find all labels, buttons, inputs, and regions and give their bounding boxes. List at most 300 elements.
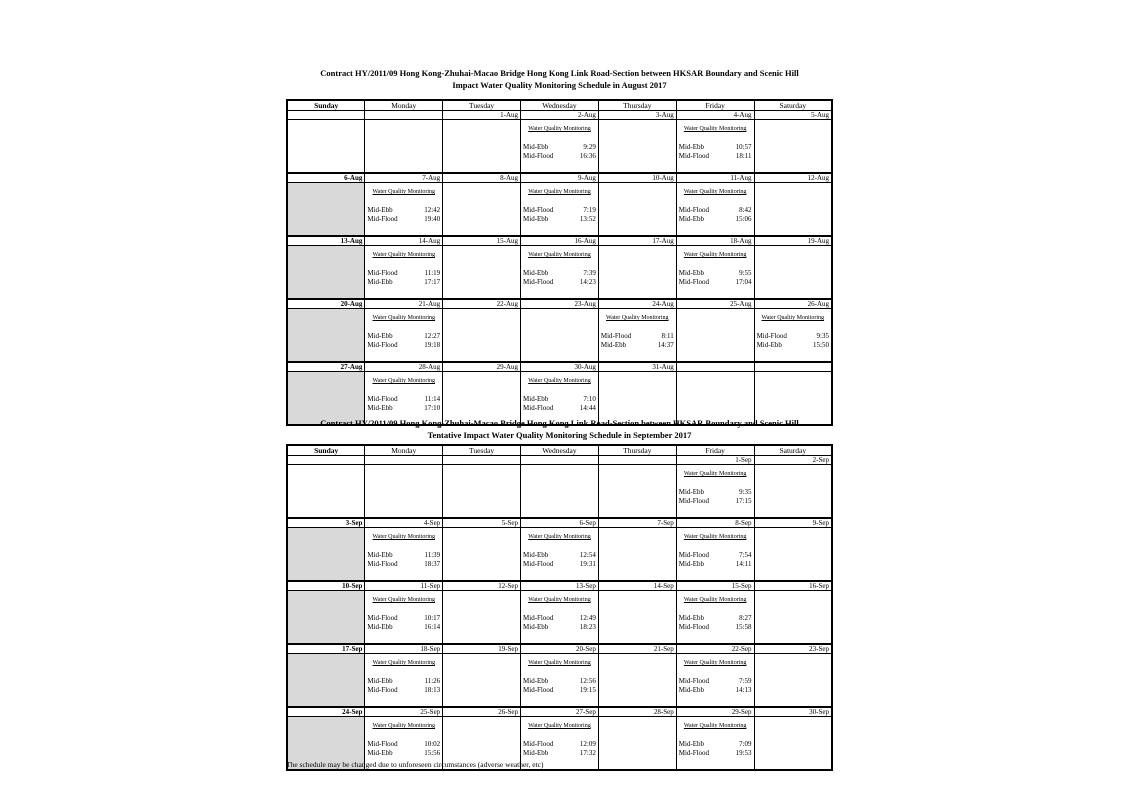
day-cell (287, 465, 365, 519)
tide-time: 9:35 (739, 488, 752, 496)
date-cell: 24-Sep (287, 707, 365, 717)
tide-label: Mid-Flood (367, 614, 398, 622)
tide-time: 14:13 (735, 685, 752, 694)
monitoring-title: Water Quality Monitoring (528, 126, 591, 132)
tide-label: Mid-Ebb (367, 748, 393, 757)
monitoring-title: Water Quality Monitoring (528, 723, 591, 729)
tide-time: 10:02 (424, 740, 441, 748)
day-header-wednesday: Wednesday (521, 100, 599, 111)
schedule-title-line2: Impact Water Quality Monitoring Schedule in August 2017 (452, 80, 667, 90)
tide-entries (365, 614, 442, 631)
tide-label: Mid-Ebb (367, 677, 393, 685)
footer-note: The schedule may be changed due to unforeseen circumstances (adverse weather, etc) (286, 760, 544, 769)
date-cell (287, 456, 365, 465)
date-cell: 28-Aug (365, 362, 443, 372)
tide-entry (365, 395, 442, 404)
tide-entry (677, 740, 754, 749)
date-cell: 14-Aug (365, 236, 443, 246)
tide-label: Mid-Flood (678, 206, 710, 214)
tide-time: 12:49 (579, 614, 596, 622)
day-cell (598, 120, 676, 174)
date-cell: 3-Aug (598, 111, 676, 120)
tide-time: 11:26 (424, 677, 441, 685)
day-cell (521, 465, 599, 519)
tide-entry (365, 740, 442, 749)
tide-entry (599, 332, 676, 341)
day-cell (676, 309, 754, 363)
tide-time: 9:55 (739, 269, 752, 277)
day-cell (598, 717, 676, 771)
tide-label: Mid-Flood (600, 332, 632, 340)
tide-time: 10:17 (424, 614, 441, 622)
date-cell: 20-Aug (287, 299, 365, 309)
monitoring-title: Water Quality Monitoring (372, 189, 436, 195)
tide-entry (365, 560, 442, 569)
tide-entry (521, 623, 598, 632)
date-cell: 24-Aug (598, 299, 676, 309)
tide-label: Mid-Flood (523, 614, 554, 622)
tide-label: Mid-Ebb (367, 277, 393, 286)
date-cell: 16-Sep (754, 581, 832, 591)
day-header-saturday: Saturday (754, 100, 832, 111)
week-content-row (287, 528, 832, 582)
tide-entries (755, 332, 831, 349)
tide-label: Mid-Ebb (523, 269, 549, 277)
tide-label: Mid-Ebb (523, 551, 549, 559)
date-cell: 11-Aug (676, 173, 754, 183)
day-cell (443, 120, 521, 174)
date-cell: 11-Sep (365, 581, 443, 591)
tide-entry (365, 677, 442, 686)
monitoring-title: Water Quality Monitoring (683, 252, 747, 258)
tide-label: Mid-Flood (367, 269, 398, 277)
tide-time: 15:50 (813, 340, 829, 349)
tide-entries (521, 551, 598, 568)
date-cell: 6-Sep (521, 518, 599, 528)
tide-time: 17:32 (579, 748, 596, 757)
date-cell: 10-Sep (287, 581, 365, 591)
tide-label: Mid-Ebb (678, 685, 704, 694)
date-cell (521, 456, 599, 465)
tide-label: Mid-Ebb (523, 143, 549, 151)
monitoring-title: Water Quality Monitoring (683, 660, 747, 666)
day-cell (287, 528, 365, 582)
day-cell (676, 528, 754, 582)
day-header-friday: Friday (676, 100, 754, 111)
date-cell: 26-Aug (754, 299, 832, 309)
tide-label: Mid-Flood (678, 551, 710, 559)
schedule-title-line1: Contract HY/2011/09 Hong Kong-Zhuhai-Macao Bridge Hong Kong Link Road-Section between HKSAR Boundary and Scenic Hill (320, 68, 799, 78)
date-cell: 1-Sep (676, 456, 754, 465)
day-cell (676, 717, 754, 771)
tide-time: 18:11 (735, 151, 752, 160)
tide-time: 17:10 (424, 403, 441, 412)
tide-entries (677, 206, 754, 223)
tide-entries (677, 143, 754, 160)
tide-time: 16:36 (579, 151, 596, 160)
date-row (287, 581, 832, 591)
tide-time: 12:27 (424, 332, 441, 340)
tide-entry (677, 677, 754, 686)
day-cell (754, 528, 832, 582)
day-cell (676, 591, 754, 645)
tide-entry (755, 341, 831, 350)
day-cell (365, 654, 443, 708)
day-cell (443, 591, 521, 645)
tide-entry (365, 551, 442, 560)
tide-entry (677, 152, 754, 161)
calendar-header (287, 445, 832, 456)
day-cell (598, 465, 676, 519)
date-cell: 25-Aug (676, 299, 754, 309)
tide-label: Mid-Ebb (678, 614, 704, 622)
day-header-sunday: Sunday (287, 445, 365, 456)
schedule-title-1 (286, 417, 833, 441)
tide-entries (677, 614, 754, 631)
tide-label: Mid-Flood (367, 395, 398, 403)
monitoring-title: Water Quality Monitoring (683, 723, 747, 729)
date-cell: 15-Sep (676, 581, 754, 591)
tide-entry (677, 749, 754, 758)
tide-time: 18:13 (424, 685, 441, 694)
week-content-row (287, 465, 832, 519)
day-header-monday: Monday (365, 100, 443, 111)
day-header-monday: Monday (365, 445, 443, 456)
tide-entry (521, 395, 598, 404)
tide-time: 7:09 (739, 740, 752, 748)
tide-entries (599, 332, 676, 349)
monitoring-title: Water Quality Monitoring (606, 315, 669, 321)
tide-label: Mid-Ebb (678, 559, 704, 568)
tide-time: 9:35 (816, 332, 829, 340)
tide-entries (677, 677, 754, 694)
tide-time: 15:58 (735, 622, 752, 631)
day-cell (443, 528, 521, 582)
tide-label: Mid-Flood (367, 559, 398, 568)
day-cell (521, 654, 599, 708)
tide-time: 7:54 (739, 551, 752, 559)
week-content-row (287, 246, 832, 300)
date-cell: 17-Aug (598, 236, 676, 246)
tide-entries (521, 206, 598, 223)
day-cell (365, 465, 443, 519)
date-cell: 21-Sep (598, 644, 676, 654)
week-content-row (287, 120, 832, 174)
day-header-wednesday: Wednesday (521, 445, 599, 456)
tide-label: Mid-Flood (523, 403, 554, 412)
tide-label: Mid-Flood (678, 277, 710, 286)
date-cell (287, 111, 365, 120)
day-cell (287, 309, 365, 363)
day-cell (598, 528, 676, 582)
tide-label: Mid-Flood (367, 685, 398, 694)
tide-label: Mid-Ebb (367, 332, 393, 340)
tide-time: 18:37 (424, 559, 441, 568)
monitoring-title: Water Quality Monitoring (372, 534, 436, 540)
day-cell (754, 654, 832, 708)
tide-time: 19:18 (424, 340, 441, 349)
week-content-row (287, 309, 832, 363)
tide-label: Mid-Ebb (678, 740, 704, 748)
date-cell: 18-Sep (365, 644, 443, 654)
tide-entry (365, 341, 442, 350)
tide-entries (677, 740, 754, 757)
tide-label: Mid-Flood (523, 740, 554, 748)
date-cell: 31-Aug (598, 362, 676, 372)
date-cell (365, 111, 443, 120)
date-cell: 29-Aug (443, 362, 521, 372)
date-cell: 27-Aug (287, 362, 365, 372)
tide-time: 10:57 (735, 143, 752, 151)
date-cell: 4-Aug (676, 111, 754, 120)
tide-entry (365, 404, 442, 413)
tide-entry (521, 749, 598, 758)
tide-entry (521, 686, 598, 695)
tide-entry (677, 488, 754, 497)
date-cell: 4-Sep (365, 518, 443, 528)
monitoring-title: Water Quality Monitoring (528, 252, 591, 258)
day-cell (676, 120, 754, 174)
tide-time: 7:10 (583, 395, 596, 403)
date-cell: 22-Aug (443, 299, 521, 309)
day-cell (754, 246, 832, 300)
schedule-title-0 (286, 67, 833, 91)
day-header-friday: Friday (676, 445, 754, 456)
day-cell (287, 654, 365, 708)
day-cell (365, 591, 443, 645)
tide-entry (365, 614, 442, 623)
date-cell: 27-Sep (521, 707, 599, 717)
tide-entries (677, 551, 754, 568)
tide-time: 7:59 (739, 677, 752, 685)
date-cell: 18-Aug (676, 236, 754, 246)
day-cell (754, 120, 832, 174)
monitoring-title: Water Quality Monitoring (528, 534, 591, 540)
monitoring-title: Water Quality Monitoring (372, 660, 436, 666)
tide-entries (365, 395, 442, 412)
tide-entry (677, 623, 754, 632)
date-cell: 28-Sep (598, 707, 676, 717)
tide-label: Mid-Flood (367, 214, 398, 223)
tide-label: Mid-Ebb (523, 748, 549, 757)
tide-entries (521, 677, 598, 694)
day-cell (443, 309, 521, 363)
monitoring-title: Water Quality Monitoring (372, 378, 436, 384)
day-cell (521, 120, 599, 174)
date-cell: 20-Sep (521, 644, 599, 654)
tide-label: Mid-Flood (523, 277, 554, 286)
tide-label: Mid-Flood (523, 559, 554, 568)
tide-time: 18:23 (579, 622, 596, 631)
date-cell: 17-Sep (287, 644, 365, 654)
date-cell (754, 362, 832, 372)
day-cell (521, 528, 599, 582)
tide-time: 17:15 (735, 496, 752, 505)
date-cell: 13-Aug (287, 236, 365, 246)
day-cell (598, 654, 676, 708)
tide-label: Mid-Ebb (678, 214, 704, 223)
tide-entry (677, 215, 754, 224)
day-cell (287, 120, 365, 174)
date-row (287, 111, 832, 120)
tide-time: 17:17 (424, 277, 441, 286)
date-cell: 30-Sep (754, 707, 832, 717)
tide-entries (365, 551, 442, 568)
day-cell (676, 654, 754, 708)
tide-label: Mid-Flood (678, 622, 710, 631)
day-cell (598, 591, 676, 645)
tide-entry (677, 278, 754, 287)
date-row (287, 236, 832, 246)
monitoring-title: Water Quality Monitoring (683, 597, 747, 603)
tide-entry (755, 332, 831, 341)
tide-entry (521, 152, 598, 161)
tide-time: 14:44 (579, 403, 596, 412)
week-content-row (287, 183, 832, 237)
date-cell: 26-Sep (443, 707, 521, 717)
date-row (287, 707, 832, 717)
day-cell (754, 309, 832, 363)
date-cell: 5-Sep (443, 518, 521, 528)
tide-label: Mid-Flood (678, 748, 710, 757)
day-header-thursday: Thursday (598, 100, 676, 111)
week-content-row (287, 591, 832, 645)
tide-entry (521, 206, 598, 215)
tide-entry (365, 686, 442, 695)
tide-time: 15:56 (424, 748, 441, 757)
tide-time: 12:54 (579, 551, 596, 559)
date-cell: 6-Aug (287, 173, 365, 183)
day-cell (365, 528, 443, 582)
day-header-saturday: Saturday (754, 445, 832, 456)
tide-entry (521, 269, 598, 278)
tide-entry (521, 278, 598, 287)
tide-entry (365, 278, 442, 287)
date-cell (365, 456, 443, 465)
tide-entries (365, 206, 442, 223)
tide-entry (521, 740, 598, 749)
date-row (287, 299, 832, 309)
tide-label: Mid-Flood (523, 685, 554, 694)
tide-entry (677, 143, 754, 152)
date-cell: 8-Sep (676, 518, 754, 528)
date-cell: 16-Aug (521, 236, 599, 246)
date-row (287, 173, 832, 183)
tide-label: Mid-Ebb (367, 551, 393, 559)
tide-label: Mid-Flood (678, 151, 710, 160)
monitoring-title: Water Quality Monitoring (761, 315, 825, 321)
date-row (287, 518, 832, 528)
date-cell: 12-Aug (754, 173, 832, 183)
day-header-row (287, 445, 832, 456)
date-cell: 22-Sep (676, 644, 754, 654)
date-cell: 19-Sep (443, 644, 521, 654)
day-cell (521, 591, 599, 645)
day-header-row (287, 100, 832, 111)
tide-entry (677, 614, 754, 623)
monitoring-title: Water Quality Monitoring (683, 126, 747, 132)
tide-time: 19:40 (424, 214, 441, 223)
tide-time: 8:11 (661, 332, 674, 340)
tide-entries (677, 269, 754, 286)
day-cell (443, 654, 521, 708)
tide-time: 7:39 (583, 269, 596, 277)
day-cell (287, 183, 365, 237)
tide-entry (521, 143, 598, 152)
day-cell (443, 465, 521, 519)
tide-entry (521, 404, 598, 413)
tide-entry (677, 269, 754, 278)
tide-time: 12:42 (424, 206, 441, 214)
date-row (287, 456, 832, 465)
tide-entry (365, 623, 442, 632)
date-cell (443, 456, 521, 465)
tide-entries (521, 269, 598, 286)
tide-time: 17:04 (735, 277, 752, 286)
tide-time: 12:56 (579, 677, 596, 685)
tide-entries (365, 269, 442, 286)
tide-time: 12:09 (579, 740, 596, 748)
tide-entry (365, 269, 442, 278)
date-cell: 29-Sep (676, 707, 754, 717)
date-cell: 2-Aug (521, 111, 599, 120)
day-cell (598, 183, 676, 237)
monitoring-title: Water Quality Monitoring (683, 534, 747, 540)
day-header-tuesday: Tuesday (443, 445, 521, 456)
tide-label: Mid-Flood (367, 740, 398, 748)
tide-time: 19:53 (735, 748, 752, 757)
tide-time: 13:52 (579, 214, 596, 223)
date-row (287, 362, 832, 372)
tide-label: Mid-Ebb (523, 622, 549, 631)
tide-time: 11:39 (424, 551, 441, 559)
monitoring-title: Water Quality Monitoring (372, 723, 436, 729)
day-cell (443, 246, 521, 300)
monitoring-title: Water Quality Monitoring (528, 378, 591, 384)
date-cell: 3-Sep (287, 518, 365, 528)
day-cell (754, 183, 832, 237)
tide-entry (521, 551, 598, 560)
tide-label: Mid-Ebb (678, 143, 704, 151)
day-cell (287, 246, 365, 300)
tide-label: Mid-Flood (367, 340, 398, 349)
schedule-title-line1: Contract HY/2011/09 Hong Kong-Zhuhai-Macao Bridge Hong Kong Link Road-Section between HKSAR Boundary and Scenic Hill (320, 418, 799, 428)
day-cell (598, 309, 676, 363)
date-cell: 2-Sep (754, 456, 832, 465)
calendar-table-0 (286, 99, 833, 426)
tide-entry (521, 614, 598, 623)
week-content-row (287, 654, 832, 708)
day-cell (365, 309, 443, 363)
tide-entries (521, 395, 598, 412)
tide-label: Mid-Flood (678, 677, 710, 685)
date-cell: 25-Sep (365, 707, 443, 717)
tide-entries (521, 614, 598, 631)
day-cell (287, 591, 365, 645)
tide-entry (677, 206, 754, 215)
tide-entries (365, 740, 442, 757)
tide-label: Mid-Flood (523, 206, 554, 214)
day-header-thursday: Thursday (598, 445, 676, 456)
tide-time: 19:31 (579, 559, 596, 568)
tide-entries (521, 740, 598, 757)
date-cell: 12-Sep (443, 581, 521, 591)
day-cell (676, 465, 754, 519)
tide-time: 14:23 (579, 277, 596, 286)
date-cell: 23-Aug (521, 299, 599, 309)
date-cell: 7-Sep (598, 518, 676, 528)
tide-time: 11:14 (424, 395, 441, 403)
